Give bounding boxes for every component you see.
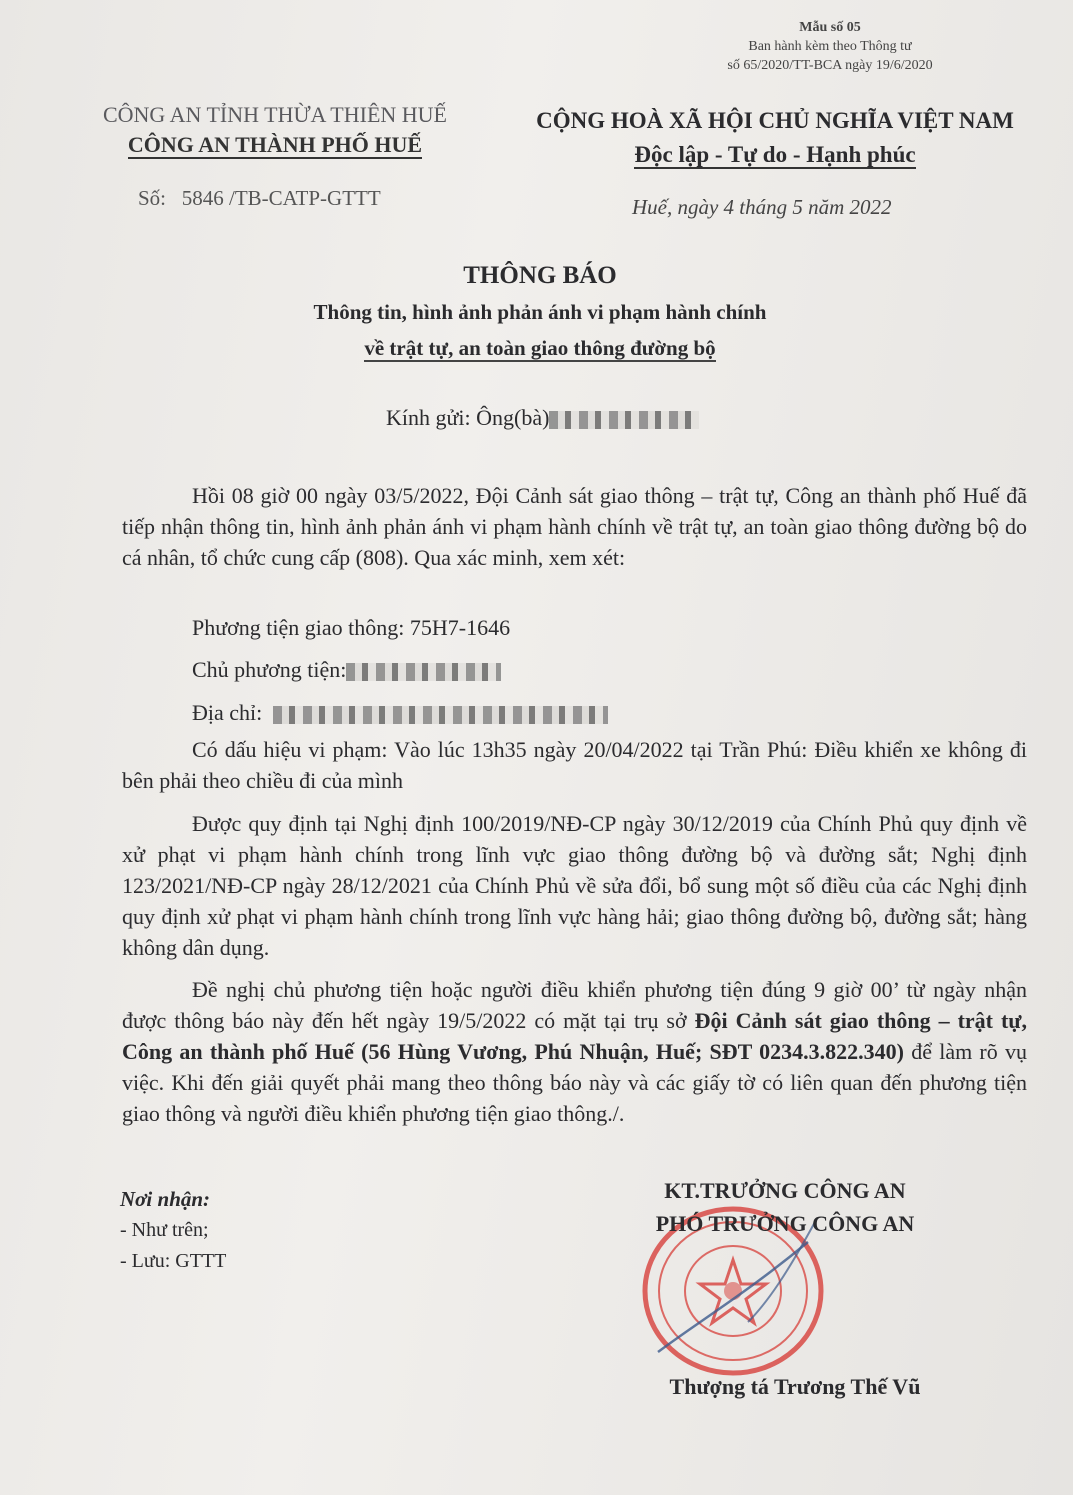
signature-line1: KT.TRƯỞNG CÔNG AN	[664, 1178, 906, 1203]
title-sub1: Thông tin, hình ảnh phản ánh vi phạm hành chính	[313, 300, 767, 324]
nation-motto	[505, 138, 1045, 172]
form-number-block	[660, 18, 1000, 75]
address-field	[192, 700, 608, 726]
document-number-label: Số:	[138, 186, 167, 210]
notice-title	[180, 258, 900, 366]
paragraph-intro-text: Hồi 08 giờ 00 ngày 03/5/2022, Đội Cảnh sát giao thông – trật tự, Công an thành phố Huế đã tiếp nhận thông tin, hình ảnh phản ánh vi phạm hành chính về trật tự, an toàn giao thông đường bộ do cá nhân, tổ chức cung cấp (808). Qua xác minh, xem xét:	[122, 483, 1027, 570]
signature-block	[600, 1174, 970, 1240]
signer-name: Thượng tá Trương Thế Vũ	[669, 1374, 921, 1399]
recipient-item-2: - Lưu: GTTT	[120, 1250, 227, 1272]
document-number-value: 5846 /TB-CATP-GTTT	[181, 186, 381, 210]
recipients-head: Nơi nhận:	[120, 1187, 211, 1211]
paragraph-intro	[122, 480, 1027, 573]
parent-agency: CÔNG AN TỈNH THỪA THIÊN HUẾ	[102, 102, 447, 127]
signature-line2: PHÓ TRƯỞNG CÔNG AN	[655, 1211, 915, 1236]
address-label: Địa chỉ:	[192, 700, 263, 725]
request-text-b: để làm rõ vụ việc. Khi đến giải quyết phải mang theo thông báo này và các giấy tờ có liên quan đến phương tiện giao thông và người điều khiển phương tiện giao thông./.	[122, 1039, 1027, 1126]
nation-name: CỘNG HOÀ XÃ HỘI CHỦ NGHĨA VIỆT NAM	[536, 108, 1014, 133]
request-office: Đội Cảnh sát giao thông – trật tự, Công an thành phố Huế (56 Hùng Vương, Phú Nhuận, Huế; SĐT 0234.3.822.340)	[122, 1008, 1027, 1064]
paragraph-legal-basis	[122, 808, 1027, 963]
owner-field	[192, 657, 501, 683]
document-date: Huế, ngày 4 tháng 5 năm 2022	[632, 195, 892, 219]
paragraph-violation	[122, 734, 1027, 796]
form-issued-line2: số 65/2020/TT-BCA ngày 19/6/2020	[727, 58, 933, 73]
document-number	[138, 186, 381, 211]
title-sub2	[180, 330, 900, 366]
title-sub2-text: về trật tự, an toàn giao thông đường bộ	[364, 336, 716, 360]
issuing-agency	[60, 130, 490, 160]
paragraph-request	[122, 974, 1027, 1129]
redacted-address	[273, 706, 608, 724]
owner-label: Chủ phương tiện:	[192, 657, 347, 682]
form-issued-line1: Ban hành kèm theo Thông tư	[748, 39, 912, 54]
request-text-a: Đề nghị chủ phương tiện hoặc người điều khiển phương tiện đúng 9 giờ 00’ từ ngày nhận được thông báo này đến hết ngày 19/5/2022 có mặt tại trụ sở	[122, 977, 1027, 1033]
greeting	[386, 405, 699, 431]
redacted-name	[549, 411, 699, 429]
form-number: Mẫu số 05	[799, 20, 861, 35]
nation-motto-text: Độc lập - Tự do - Hạnh phúc	[634, 142, 916, 167]
greeting-label: Kính gửi: Ông(bà)	[386, 405, 550, 430]
recipients-block	[120, 1184, 226, 1277]
vehicle-field: Phương tiện giao thông: 75H7-1646	[192, 615, 511, 640]
recipient-item-1: - Như trên;	[120, 1219, 209, 1241]
redacted-owner	[346, 663, 501, 681]
paragraph-legal-basis-text: Được quy định tại Nghị định 100/2019/NĐ-CP ngày 30/12/2019 của Chính Phủ quy định về xử phạt vi phạm hành chính trong lĩnh vực giao thông đường bộ và đường sắt; Nghị định 123/2021/NĐ-CP ngày 28/12/2021 của Chính Phủ về sửa đổi, bổ sung một số điều của các Nghị định quy định xử phạt vi phạm hành chính trong lĩnh vực hàng hải; giao thông đường bộ, đường sắt; hàng không dân dụng.	[122, 811, 1027, 960]
paragraph-request-text	[122, 974, 1027, 1129]
national-header	[505, 104, 1045, 172]
paragraph-violation-text: Có dấu hiệu vi phạm: Vào lúc 13h35 ngày 20/04/2022 tại Trần Phú: Điều khiển xe không đi bên phải theo chiều đi của mình	[122, 737, 1027, 793]
agency-header	[60, 100, 490, 160]
issuing-agency-name: CÔNG AN THÀNH PHỐ HUẾ	[127, 132, 423, 157]
title-main: THÔNG BÁO	[463, 262, 617, 289]
